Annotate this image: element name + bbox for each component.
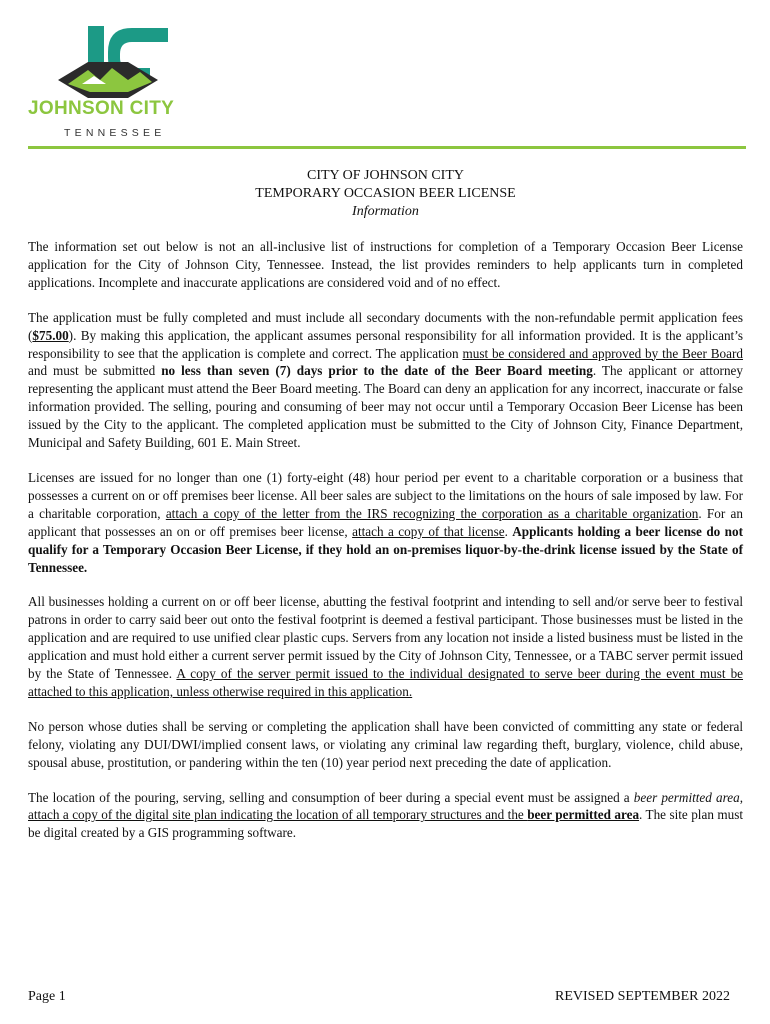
logo-subtitle: TENNESSEE [64,127,166,139]
paragraph-application: The application must be fully completed and must include all secondary documents with the non-refundable permit application fees ($75.00). By making this application, the applicant assumes personal responsibility for all information provided. It is the applicant’s responsibility to see that the application is complete and correct. The application must be considered and approved by the Beer Board and must be submitted no less than seven (7) days prior to the date of the Beer Board meeting. The applicant or attorney representing the applicant must attend the Beer Board meeting. The Board can deny an application for any incorrect, inaccurate or false information provided. The selling, pouring and consuming of beer may not occur until a Temporary Occasion Beer License has been issued by the City to the applicant. The completed application must be submitted to the City of Johnson City, Finance Department, Municipal and Safety Building, 601 E. Main Street. [28,309,743,451]
jc-logo-icon [28,18,203,103]
paragraph-site-plan: The location of the pouring, serving, selling and consumption of beer during a special event must be assigned a beer permitted area, attach a copy of the digital site plan indicating the location of all temporary structures and the beer permitted area. The site plan must be digital created by a GIS programming software. [28,789,743,841]
revision-date: REVISED SEPTEMBER 2022 [554,989,730,1004]
johnson-city-logo [28,18,203,143]
title-line-3: Information [352,204,419,219]
document-body [28,238,743,859]
fee-amount: $75.00 [32,327,69,343]
header-divider [28,146,746,149]
paragraph-intro: The information set out below is not an all-inclusive list of instructions for completion of a Temporary Occasion Beer License application for the City of Johnson City, Tennessee. Instead, the list provides reminders to help applicants turn in completed applications. Incomplete and inaccurate applications are considered void and of no effect. [28,239,743,290]
title-line-2: TEMPORARY OCCASION BEER LICENSE [255,186,516,201]
title-line-1: CITY OF JOHNSON CITY [307,168,464,183]
paragraph-licenses: Licenses are issued for no longer than one (1) forty-eight (48) hour period per event to a charitable corporation or a business that possesses a current on or off premises beer license. All beer sales are subject to the limitations on the hours of sale imposed by law. For a charitable corporation, attach a copy of the letter from the IRS recognizing the corporation as a charitable organization. For an applicant that possesses an on or off premises beer license, attach a copy of that license. Applicants holding a beer license do not qualify for a Temporary Occasion Beer License, if they hold an on-premises liquor-by-the-drink license issued by the State of Tennessee. [28,469,743,575]
document-title-block [28,167,743,221]
paragraph-festival: All businesses holding a current on or off beer license, abutting the festival footprint and intending to sell and/or serve beer to festival patrons in order to carry said beer out onto the festival footprint is deemed a festival participant. Those businesses must be listed in the application and are required to use unified clear plastic cups. Servers from any location not inside a listed business must be listed in the application and must hold either a current server permit issued by the City of Johnson City, Tennessee, or a TABC server permit issued by the State of Tennessee. A copy of the server permit issued to the individual designated to serve beer during the event must be attached to this application, unless otherwise required in this application. [28,594,744,699]
page-number: Page 1 [28,989,66,1004]
paragraph-convictions: No person whose duties shall be serving or completing the application shall have been convicted of committing any state or federal felony, violating any DUI/DWI/implied consent laws, or violating any criminal law regarding theft, burglary, violence, child abuse, spousal abuse, prostitution, or pandering within the ten (10) year period next preceding the date of application. [28,718,743,770]
logo-name: JOHNSON CITY [28,98,175,119]
